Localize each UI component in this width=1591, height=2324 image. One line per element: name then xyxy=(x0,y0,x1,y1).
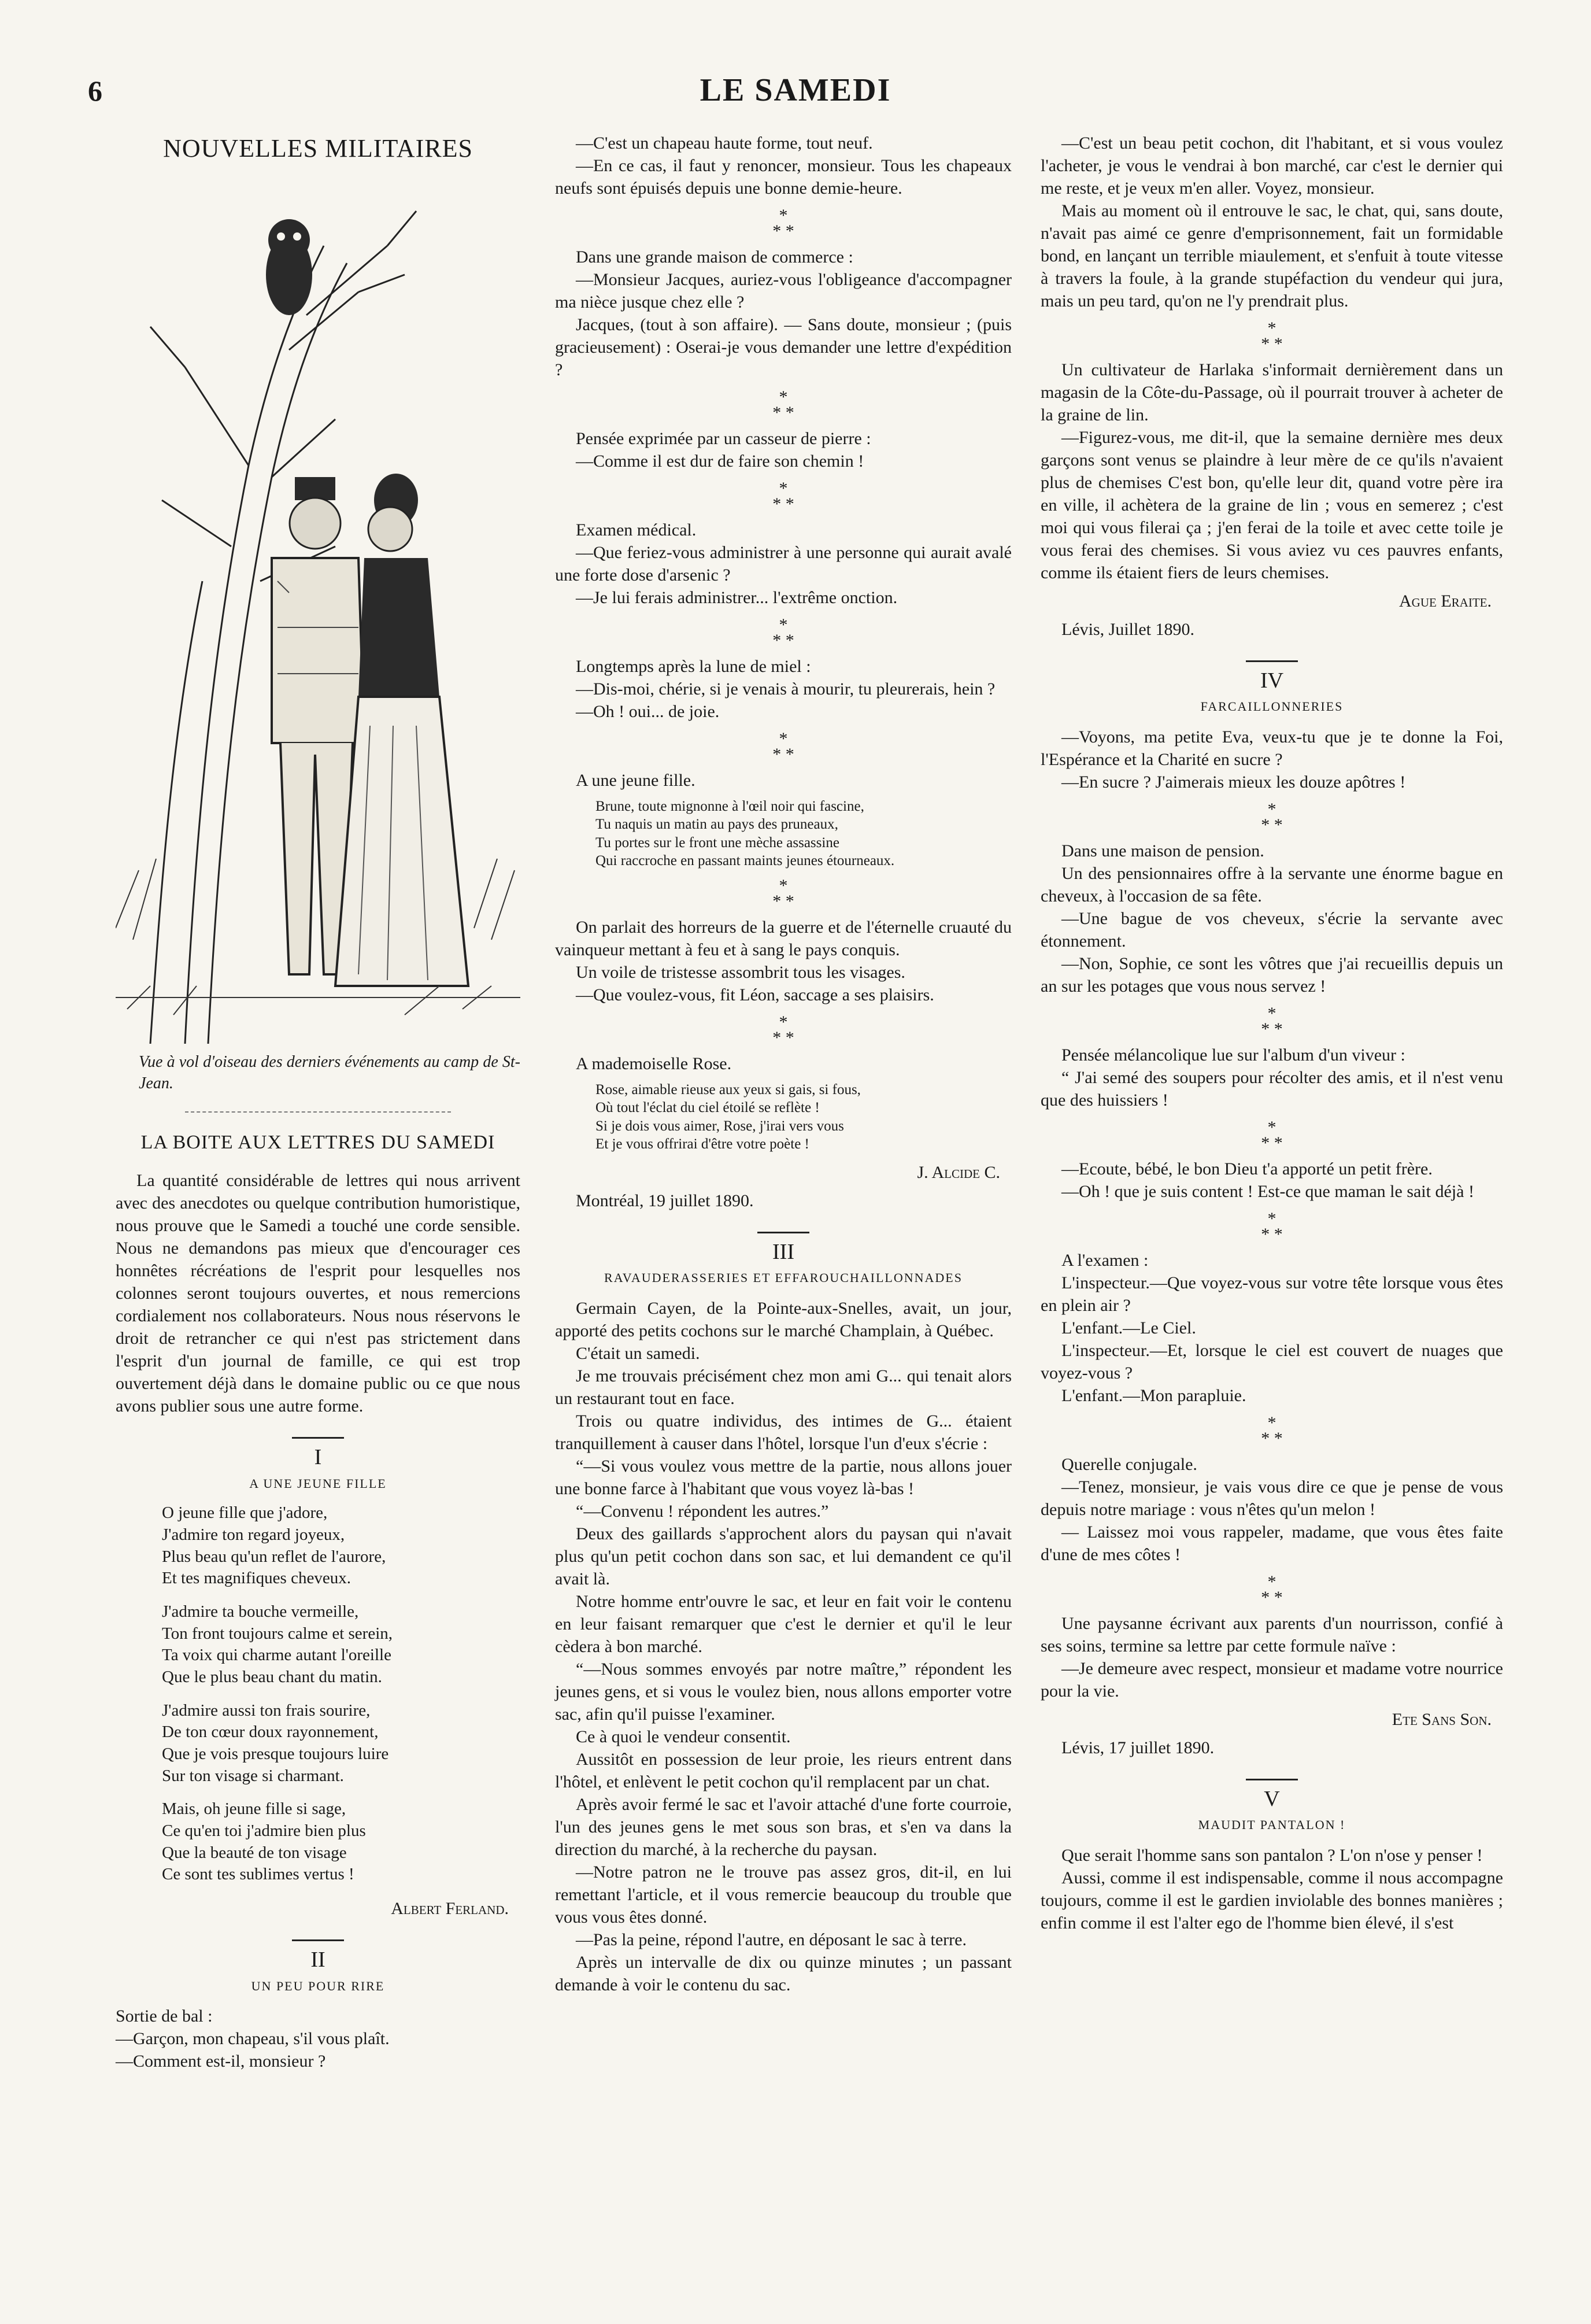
author-signature: Ete Sans Son. xyxy=(1392,1709,1492,1729)
text-paragraph: “—Convenu ! répondent les autres.” xyxy=(576,1501,829,1521)
text-paragraph: —Comme il est dur de faire son chemin ! xyxy=(576,452,864,471)
divider xyxy=(1246,660,1298,662)
section-numeral: II xyxy=(310,1948,325,1972)
text-paragraph: A mademoiselle Rose. xyxy=(576,1054,732,1073)
lettres-heading: LA BOITE AUX LETTRES DU SAMEDI xyxy=(140,1131,495,1153)
text-paragraph: Une paysanne écrivant aux parents d'un nourrisson, confié à ses soins, termine sa lettre par cette formule naïve : xyxy=(1041,1613,1503,1656)
text-paragraph: —Je demeure avec respect, monsieur et madame votre nourrice pour la vie. xyxy=(1041,1658,1503,1701)
asterism-separator: * * * xyxy=(772,615,794,650)
text-paragraph: Dans une grande maison de commerce : xyxy=(576,247,853,267)
asterism-separator: * * * xyxy=(772,876,794,911)
author-signature: J. Alcide C. xyxy=(917,1163,1000,1182)
page-number: 6 xyxy=(88,75,102,107)
asterism-separator: * * * xyxy=(772,729,794,764)
poem-stanza: J'admire ta bouche vermeille, Ton front toujours calme et serein, Ta voix qui charme autant l'oreille Que le plus beau chant du matin. xyxy=(162,1602,393,1686)
section-subtitle: UN PEU POUR RIRE xyxy=(251,1978,385,1993)
divider xyxy=(292,1437,344,1439)
text-paragraph: Longtemps après la lune de miel : xyxy=(576,657,811,676)
text-paragraph: —Je lui ferais administrer... l'extrême onction. xyxy=(576,588,898,607)
asterism-separator: * * * xyxy=(1261,1117,1283,1152)
text-paragraph: —Dis-moi, chérie, si je venais à mourir, tu pleurerais, hein ? xyxy=(576,679,996,699)
text-paragraph: —En sucre ? J'aimerais mieux les douze apôtres ! xyxy=(1061,772,1406,792)
asterism-separator: * * * xyxy=(772,206,794,241)
text-paragraph: A l'examen : xyxy=(1061,1250,1149,1270)
divider xyxy=(185,1111,451,1113)
text-paragraph: Je me trouvais précisément chez mon ami G... qui tenait alors un restaurant tout en face. xyxy=(555,1366,1012,1408)
text-paragraph: —C'est un beau petit cochon, dit l'habitant, et si vous voulez l'acheter, je vous le vendrai à bon marché, car c'est le dernier qui me reste, et je veux m'en aller. Voyez, monsieur. xyxy=(1041,134,1503,198)
text-line: —Comment est-il, monsieur ? xyxy=(116,2052,326,2071)
text-paragraph: —Voyons, ma petite Eva, veux-tu que je te donne la Foi, l'Espérance et la Charité en sucre ? xyxy=(1041,727,1503,769)
divider xyxy=(757,1232,809,1233)
text-paragraph: C'était un samedi. xyxy=(576,1343,700,1363)
text-paragraph: Pensée exprimée par un casseur de pierre : xyxy=(576,429,871,448)
poem: Brune, toute mignonne à l'œil noir qui fascine, Tu naquis un matin au pays des pruneaux, Tu portes sur le front une mèche assassine Qui raccroche en passant maints jeunes étourneaux. xyxy=(595,799,895,869)
woman-figure xyxy=(335,474,468,986)
text-paragraph: —Oh ! que je suis content ! Est-ce que maman le sait déjà ! xyxy=(1061,1181,1474,1201)
text-paragraph: —Figurez-vous, me dit-il, que la semaine dernière mes deux garçons sont venus se plaindre à leur mère de ce qu'ils n'avaient plus de chemises C'est bon, qu'elle leur dit, quand votre père ira en ville, il achètera de la graine de lin ; vous en semerez ; c'est moi qui vous filerai ça ; j'en ferai de la toile et avec cette toile je vous ferai des chemises. Si vous aviez vu ces pauvres enfants, comme ils étaient fiers de leurs chemises. xyxy=(1041,428,1503,582)
divider xyxy=(292,1939,344,1941)
text-line: Sortie de bal : xyxy=(116,2007,213,2026)
text-paragraph: L'inspecteur.—Que voyez-vous sur votre tête lorsque vous êtes en plein air ? xyxy=(1041,1273,1503,1315)
text-paragraph: Germain Cayen, de la Pointe-aux-Snelles, avait, un jour, apporté des petits cochons sur le marché Champlain, à Québec. xyxy=(555,1298,1012,1340)
text-paragraph: Ce à quoi le vendeur consentit. xyxy=(576,1727,791,1746)
poem-stanza: O jeune fille que j'adore, J'admire ton regard joyeux, Plus beau qu'un reflet de l'aurore, Et tes magnifiques cheveux. xyxy=(162,1503,386,1588)
text-paragraph: Pensée mélancolique lue sur l'album d'un viveur : xyxy=(1061,1045,1405,1065)
text-paragraph: —C'est un chapeau haute forme, tout neuf. xyxy=(576,134,873,153)
text-paragraph: Mais au moment où il entrouve le sac, le chat, qui, sans doute, n'avait pas aimé ce genre d'emprisonnement, fait un formidable bond, en lançant un terrible miaulement, et s'enfuit à toute vitesse à travers la foule, à la grande stupéfaction du vendeur qui jura, mais un peu tard, qu'on ne l'y prendrait plus. xyxy=(1041,201,1503,311)
text-paragraph: —Une bague de vos cheveux, s'écrie la servante avec étonnement. xyxy=(1041,908,1503,951)
section-subtitle: MAUDIT PANTALON ! xyxy=(1198,1817,1346,1832)
text-paragraph: Trois ou quatre individus, des intimes de G... étaient tranquillement à causer dans l'hôtel, lorsque l'un d'eux s'écrie : xyxy=(555,1411,1012,1453)
section-numeral: V xyxy=(1264,1786,1280,1811)
text-paragraph: Examen médical. xyxy=(576,520,697,540)
place-date: Lévis, 17 juillet 1890. xyxy=(1061,1738,1215,1757)
text-paragraph: Que serait l'homme sans son pantalon ? L'on n'ose y penser ! xyxy=(1061,1845,1483,1865)
asterism-separator: * * * xyxy=(1261,799,1283,834)
text-paragraph: Après un intervalle de dix ou quinze minutes ; un passant demande à voir le contenu du sac. xyxy=(555,1952,1012,1994)
text-paragraph: L'enfant.—Le Ciel. xyxy=(1061,1318,1196,1337)
text-paragraph: A une jeune fille. xyxy=(576,771,695,790)
text-paragraph: On parlait des horreurs de la guerre et de l'éternelle cruauté du vainqueur mettant à feu et à sang le pays conquis. xyxy=(555,918,1012,959)
poem xyxy=(162,1502,520,1886)
text-paragraph: — Laissez moi vous rappeler, madame, que vous êtes faite d'une de mes côtes ! xyxy=(1041,1522,1503,1564)
section-subtitle: FARCAILLONNERIES xyxy=(1200,699,1344,714)
place-date: Montréal, 19 juillet 1890. xyxy=(576,1191,754,1210)
text-line: —Garçon, mon chapeau, s'il vous plaît. xyxy=(116,2029,390,2049)
text-paragraph: “—Nous sommes envoyés par notre maître,” répondent les jeunes gens, et si vous le voulez bien, nous allons emporter votre sac, afin qu'il puisse l'examiner. xyxy=(555,1659,1012,1724)
text-paragraph: Après avoir fermé le sac et l'avoir attaché d'une forte courroie, l'un des jeunes gens le met sous son bras, et s'en va dans la direction du marché, à la recherche du paysan. xyxy=(555,1794,1012,1859)
divider xyxy=(1246,1779,1298,1780)
text-paragraph: Un cultivateur de Harlaka s'informait dernièrement dans un magasin de la Côte-du-Passage, où il pourrait trouver à acheter de la graine de lin. xyxy=(1041,360,1503,424)
asterism-separator: * * * xyxy=(772,1013,794,1047)
author-signature: Ague Eraite. xyxy=(1399,592,1492,611)
section-title: NOUVELLES MILITAIRES xyxy=(163,134,473,162)
section-numeral: III xyxy=(772,1240,794,1264)
text-paragraph: —Non, Sophie, ce sont les vôtres que j'ai recueillis depuis un an sur les potages que vous nous servez ! xyxy=(1041,954,1503,996)
owl-figure xyxy=(266,219,312,315)
place-date: Lévis, Juillet 1890. xyxy=(1061,620,1194,639)
section-numeral: I xyxy=(314,1445,322,1470)
text-paragraph: Jacques, (tout à son affaire). — Sans doute, monsieur ; (puis gracieusement) : Oserai-je vous demander une lettre d'expédition ? xyxy=(555,315,1012,379)
text-paragraph: —Notre patron ne le trouve pas assez gros, dit-il, en lui remettant l'article, et il vous remercie beaucoup du trouble que vous vous êtes donné. xyxy=(555,1862,1012,1927)
text-paragraph: —Oh ! oui... de joie. xyxy=(576,702,720,721)
text-paragraph: —Monsieur Jacques, auriez-vous l'obligeance d'accompagner ma nièce jusque chez elle ? xyxy=(555,270,1012,312)
text-paragraph: Aussitôt en possession de leur proie, les rieurs entrent dans l'hôtel, et enlèvent le petit cochon qu'il remplacent par un chat. xyxy=(555,1749,1012,1791)
asterism-separator: * * * xyxy=(1261,1413,1283,1448)
asterism-separator: * * * xyxy=(1261,1572,1283,1607)
asterism-separator: * * * xyxy=(1261,1003,1283,1039)
asterism-separator: * * * xyxy=(1261,319,1283,353)
column-2 xyxy=(555,132,1012,1996)
column-3 xyxy=(1041,132,1503,1934)
asterism-separator: * * * xyxy=(772,387,794,422)
engraving-illustration xyxy=(116,176,520,1044)
poem-stanza: J'admire aussi ton frais sourire, De ton cœur doux rayonnement, Que je vois presque toujours luire Sur ton visage si charmant. xyxy=(162,1701,389,1785)
text-paragraph: “—Si vous voulez vous mettre de la partie, nous allons jouer une bonne farce à l'habitant que vous voyez là-bas ! xyxy=(555,1456,1012,1498)
section-subtitle: RAVAUDERASSERIES ET EFFAROUCHAILLONNADES xyxy=(604,1270,963,1285)
poem: Rose, aimable rieuse aux yeux si gais, si fous, Où tout l'éclat du ciel étoilé se reflète ! Si je dois vous aimer, Rose, j'irai vers vous Et je vous offrirai d'être votre poète ! xyxy=(595,1082,861,1152)
text-paragraph: Un voile de tristesse assombrit tous les visages. xyxy=(576,963,905,982)
asterism-separator: * * * xyxy=(772,479,794,513)
text-paragraph: Un des pensionnaires offre à la servante une énorme bague en cheveux, à l'occasion de sa fête. xyxy=(1041,863,1503,906)
section-subtitle: A UNE JEUNE FILLE xyxy=(249,1476,387,1491)
text-paragraph: —Que feriez-vous administrer à une personne qui aurait avalé une forte dose d'arsenic ? xyxy=(555,543,1012,585)
masthead: LE SAMEDI xyxy=(700,72,891,108)
author-signature: Albert Ferland. xyxy=(391,1899,509,1919)
text-paragraph: L'enfant.—Mon parapluie. xyxy=(1061,1385,1246,1405)
text-paragraph: Deux des gaillards s'approchent alors du paysan qui n'avait plus qu'un petit cochon dans son sac, et lui demandent ce qu'il avait là. xyxy=(555,1524,1012,1588)
text-paragraph: —Tenez, monsieur, je vais vous dire ce que je pense de vous depuis notre mariage : vous n'êtes qu'un melon ! xyxy=(1041,1477,1503,1519)
column-1 xyxy=(116,132,520,2072)
text-paragraph: —En ce cas, il faut y renoncer, monsieur. Tous les chapeaux neufs sont épuisés depuis une bonne demie-heure. xyxy=(555,156,1012,198)
illustration-caption: Vue à vol d'oiseau des derniers événements au camp de St-Jean. xyxy=(139,1053,520,1092)
text-paragraph: —Pas la peine, répond l'autre, en déposant le sac à terre. xyxy=(576,1930,967,1949)
text-paragraph: —Que voulez-vous, fit Léon, saccage a ses plaisirs. xyxy=(576,985,934,1004)
section-numeral: IV xyxy=(1260,668,1284,693)
lettres-paragraph: La quantité considérable de lettres qui nous arrivent avec des anecdotes ou quelque contribution humoristique, nous prouve que le Samedi a touché une corde sensible. Nous ne demandons pas mieux que d'encourager ces honnêtes récréations de l'esprit pour lesquelles nos colonnes seront toujours ouvertes, et nous remercions cordialement nos collaborateurs. Nous nous réservons le droit de retrancher ce qui n'est pas strictement dans l'esprit d'un journal de famille, ce qui est trop ouvertement déjà dans le domaine public ou ce que nous avons publier sous une autre forme. xyxy=(116,1171,520,1416)
text-paragraph: Aussi, comme il est indispensable, comme il nous accompagne toujours, comme il est le gardien inviolable des bonnes manières ; enfin comme il est l'alter ego de l'homme bien élevé, il s'est xyxy=(1041,1868,1503,1933)
text-paragraph: Dans une maison de pension. xyxy=(1061,841,1264,860)
text-paragraph: L'inspecteur.—Et, lorsque le ciel est couvert de nuages que voyez-vous ? xyxy=(1041,1340,1503,1383)
poem-stanza: Mais, oh jeune fille si sage, Ce qu'en toi j'admire bien plus Que la beauté de ton visage Ce sont tes sublimes vertus ! xyxy=(162,1800,366,1884)
text-paragraph: —Ecoute, bébé, le bon Dieu t'a apporté un petit frère. xyxy=(1061,1159,1433,1178)
text-paragraph: Notre homme entr'ouvre le sac, et leur en fait voir le contenu en leur faisant remarquer que c'est le dernier et qu'il le leur cèdera à bon marché. xyxy=(555,1591,1012,1656)
text-paragraph: “ J'ai semé des soupers pour récolter des amis, et il n'est venu que des huissiers ! xyxy=(1041,1067,1503,1110)
text-paragraph: Querelle conjugale. xyxy=(1061,1454,1197,1474)
asterism-separator: * * * xyxy=(1261,1209,1283,1244)
